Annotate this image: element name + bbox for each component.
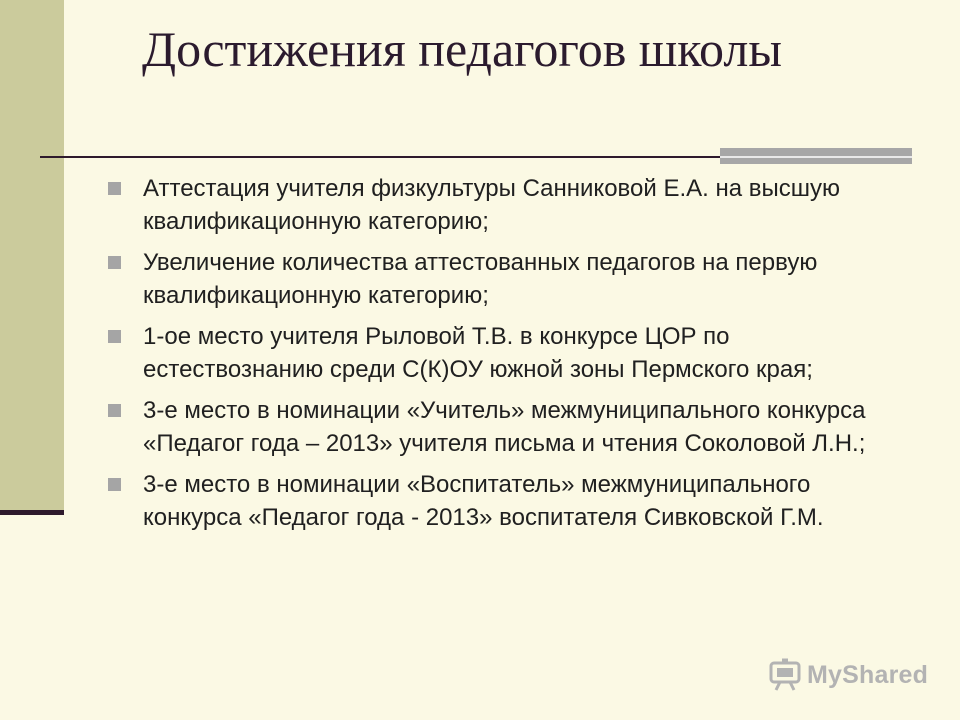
bullet-item	[108, 468, 908, 534]
bullet-square-icon	[108, 182, 121, 195]
title-divider-accent-gap	[720, 156, 912, 158]
left-decor-band-underline	[0, 510, 64, 515]
bullet-text: Аттестация учителя физкультуры Санниковой Е.А. на высшую квалификационную категорию;	[143, 175, 840, 235]
watermark	[768, 656, 928, 694]
watermark-text: MyShared	[807, 660, 929, 689]
bullet-item	[108, 394, 908, 460]
bullet-text: 3-е место в номинации «Учитель» межмуниципального конкурса «Педагог года – 2013» учителя письма и чтения Соколовой Л.Н.;	[143, 397, 866, 457]
bullet-square-icon	[108, 256, 121, 269]
bullet-text: 3-е место в номинации «Воспитатель» межмуниципального конкурса «Педагог года - 2013» воспитателя Сивковской Г.М.	[143, 471, 824, 531]
left-decor-band	[0, 0, 64, 512]
bullet-item	[108, 246, 908, 312]
bullet-square-icon	[108, 478, 121, 491]
bullet-text: 1-ое место учителя Рыловой Т.В. в конкурсе ЦОР по естествознанию среди С(К)ОУ южной зоны Пермского края;	[143, 323, 813, 383]
slide-title: Достижения педагогов школы	[142, 21, 782, 77]
bullet-list	[108, 172, 908, 542]
bullet-square-icon	[108, 330, 121, 343]
bullet-item	[108, 320, 908, 386]
bullet-text: Увеличение количества аттестованных педагогов на первую квалификационную категорию;	[143, 249, 818, 309]
presentation-board-icon	[768, 658, 802, 692]
bullet-square-icon	[108, 404, 121, 417]
bullet-item	[108, 172, 908, 238]
